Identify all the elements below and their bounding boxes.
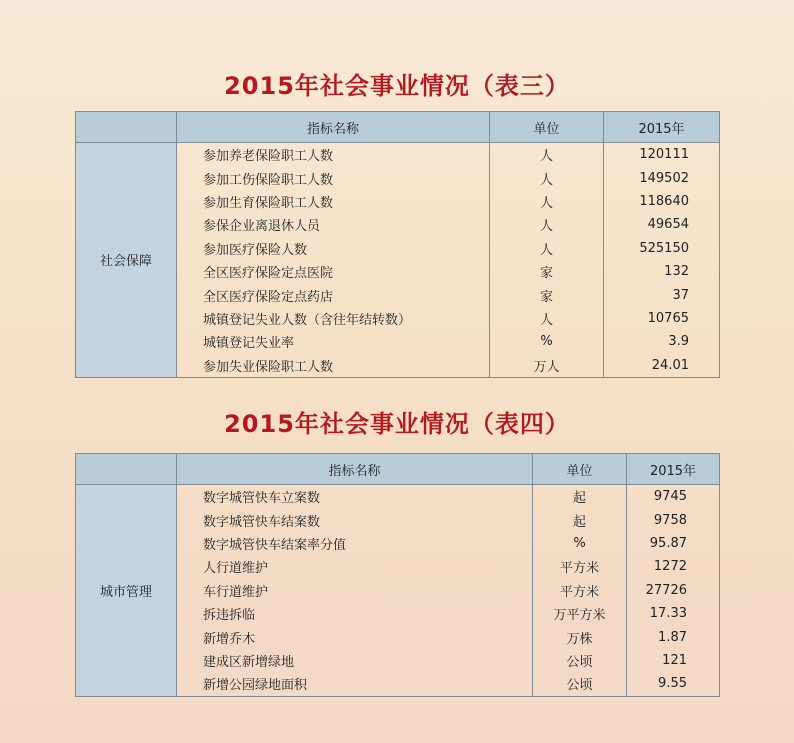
table3-header-category: [76, 112, 177, 143]
unit-cell: 人: [490, 143, 604, 167]
value-cell: 27726: [627, 579, 720, 602]
value-cell: 9.55: [627, 672, 720, 696]
value-cell: 49654: [604, 213, 720, 236]
table3-title: 2015年社会事业情况（表三）: [224, 72, 570, 100]
indicator-name-cell: 参加养老保险职工人数: [177, 143, 490, 167]
table-row: [76, 485, 720, 509]
unit-cell: 起: [533, 485, 627, 509]
table3-category-cell: 社会保障: [76, 143, 177, 378]
unit-cell: 人: [490, 307, 604, 330]
unit-cell: 万平方米: [533, 602, 627, 625]
indicator-name-cell: 参加失业保险职工人数: [177, 354, 490, 378]
table3-header-row: [76, 112, 720, 143]
table4-header-year: 2015年: [627, 454, 720, 485]
indicator-name-cell: 全区医疗保险定点医院: [177, 260, 490, 283]
value-cell: 3.9: [604, 330, 720, 353]
indicator-name-cell: 城镇登记失业人数（含往年结转数）: [177, 307, 490, 330]
table-row: [76, 143, 720, 167]
table4-header-category: [76, 454, 177, 485]
unit-cell: 人: [490, 213, 604, 236]
unit-cell: 公顷: [533, 672, 627, 696]
unit-cell: 人: [490, 190, 604, 213]
table4-header-name: 指标名称: [177, 454, 533, 485]
unit-cell: 平方米: [533, 555, 627, 578]
table3-header-name: 指标名称: [177, 112, 490, 143]
unit-cell: %: [533, 532, 627, 555]
unit-cell: %: [490, 330, 604, 353]
table3-header-unit: 单位: [490, 112, 604, 143]
unit-cell: 万株: [533, 625, 627, 648]
unit-cell: 人: [490, 237, 604, 260]
value-cell: 9745: [627, 485, 720, 509]
indicator-name-cell: 全区医疗保险定点药店: [177, 283, 490, 306]
table4-header-row: [76, 454, 720, 485]
value-cell: 120111: [604, 143, 720, 167]
indicator-name-cell: 参保企业离退休人员: [177, 213, 490, 236]
value-cell: 17.33: [627, 602, 720, 625]
unit-cell: 起: [533, 508, 627, 531]
unit-cell: 家: [490, 260, 604, 283]
table4: [75, 453, 720, 697]
value-cell: 9758: [627, 508, 720, 531]
indicator-name-cell: 城镇登记失业率: [177, 330, 490, 353]
unit-cell: 家: [490, 283, 604, 306]
value-cell: 149502: [604, 166, 720, 189]
table4-header-unit: 单位: [533, 454, 627, 485]
indicator-name-cell: 新增乔木: [177, 625, 533, 648]
value-cell: 95.87: [627, 532, 720, 555]
indicator-name-cell: 数字城管快车结案率分值: [177, 532, 533, 555]
indicator-name-cell: 数字城管快车立案数: [177, 485, 533, 509]
indicator-name-cell: 建成区新增绿地: [177, 649, 533, 672]
indicator-name-cell: 新增公园绿地面积: [177, 672, 533, 696]
value-cell: 24.01: [604, 354, 720, 378]
indicator-name-cell: 车行道维护: [177, 579, 533, 602]
value-cell: 121: [627, 649, 720, 672]
unit-cell: 平方米: [533, 579, 627, 602]
table4-category-cell: 城市管理: [76, 485, 177, 697]
indicator-name-cell: 拆违拆临: [177, 602, 533, 625]
unit-cell: 人: [490, 166, 604, 189]
value-cell: 1272: [627, 555, 720, 578]
indicator-name-cell: 数字城管快车结案数: [177, 508, 533, 531]
indicator-name-cell: 参加医疗保险人数: [177, 237, 490, 260]
value-cell: 10765: [604, 307, 720, 330]
indicator-name-cell: 参加工伤保险职工人数: [177, 166, 490, 189]
indicator-name-cell: 参加生育保险职工人数: [177, 190, 490, 213]
value-cell: 37: [604, 283, 720, 306]
value-cell: 118640: [604, 190, 720, 213]
value-cell: 1.87: [627, 625, 720, 648]
table3-header-year: 2015年: [604, 112, 720, 143]
value-cell: 132: [604, 260, 720, 283]
value-cell: 525150: [604, 237, 720, 260]
unit-cell: 万人: [490, 354, 604, 378]
unit-cell: 公顷: [533, 649, 627, 672]
table4-title: 2015年社会事业情况（表四）: [224, 410, 570, 438]
table3: [75, 111, 720, 378]
indicator-name-cell: 人行道维护: [177, 555, 533, 578]
